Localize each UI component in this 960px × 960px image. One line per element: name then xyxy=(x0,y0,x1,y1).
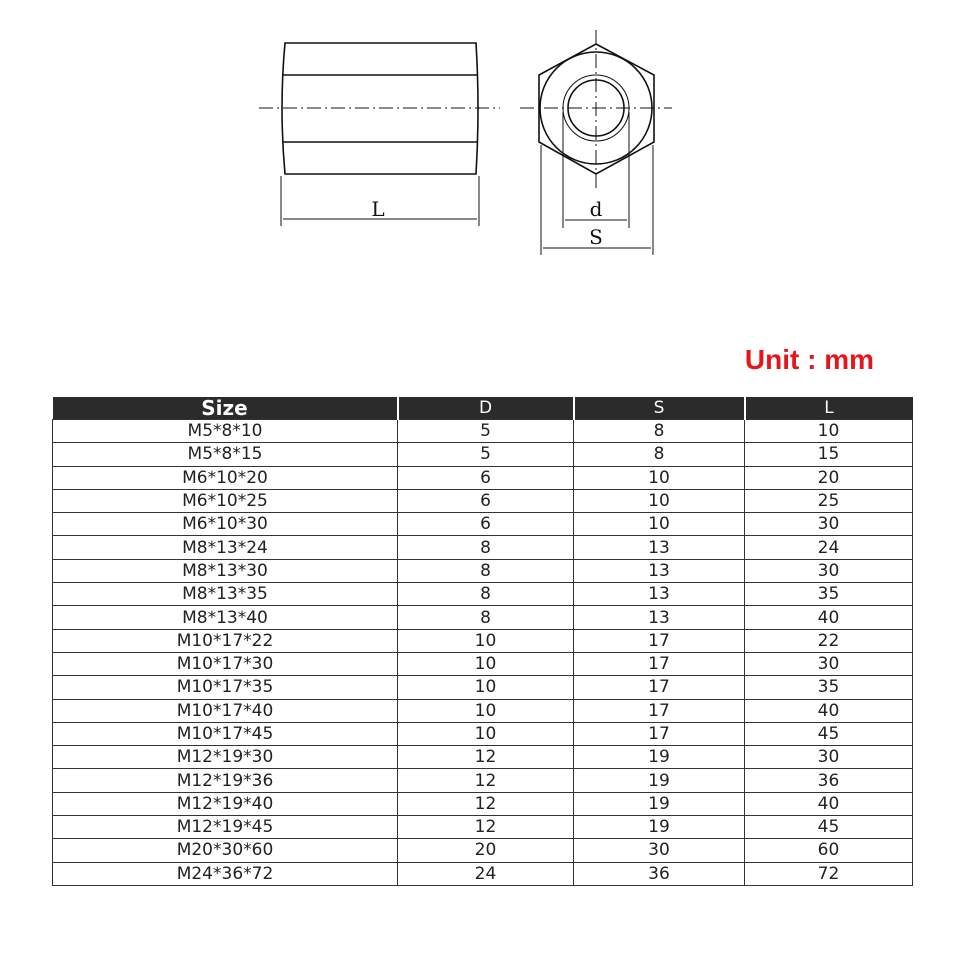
hex-coupling-nut-drawing xyxy=(0,0,960,300)
table-cell: 17 xyxy=(574,699,745,722)
table-cell: 36 xyxy=(745,769,913,792)
table-row xyxy=(53,746,913,769)
front-view xyxy=(520,30,672,255)
table-cell: 8 xyxy=(398,583,574,606)
table-cell: M12*19*40 xyxy=(53,792,398,815)
table-cell: 17 xyxy=(574,722,745,745)
table-cell: 8 xyxy=(574,420,745,443)
table-cell: 12 xyxy=(398,816,574,839)
table-cell: 60 xyxy=(745,839,913,862)
table-cell: 35 xyxy=(745,583,913,606)
table-row xyxy=(53,466,913,489)
table-row xyxy=(53,629,913,652)
table-cell: M24*36*72 xyxy=(53,862,398,885)
table-cell: M10*17*30 xyxy=(53,652,398,675)
table-cell: 30 xyxy=(745,513,913,536)
column-header: S xyxy=(574,397,745,420)
table-cell: M10*17*40 xyxy=(53,699,398,722)
table-cell: 30 xyxy=(745,559,913,582)
table-cell: 8 xyxy=(398,559,574,582)
table-cell: 5 xyxy=(398,443,574,466)
table-row xyxy=(53,559,913,582)
table-cell: 10 xyxy=(398,652,574,675)
table-cell: 40 xyxy=(745,792,913,815)
table-cell: 5 xyxy=(398,420,574,443)
table-cell: 12 xyxy=(398,746,574,769)
table-cell: 20 xyxy=(745,466,913,489)
size-table xyxy=(52,397,913,886)
table-row xyxy=(53,536,913,559)
table-cell: 12 xyxy=(398,769,574,792)
column-header: Size xyxy=(53,397,398,420)
table-cell: M10*17*35 xyxy=(53,676,398,699)
table-cell: 17 xyxy=(574,676,745,699)
table-cell: 10 xyxy=(398,629,574,652)
table-cell: M5*8*10 xyxy=(53,420,398,443)
table-cell: M5*8*15 xyxy=(53,443,398,466)
table-cell: 19 xyxy=(574,769,745,792)
table-cell: 17 xyxy=(574,652,745,675)
table-row xyxy=(53,699,913,722)
table-cell: M8*13*30 xyxy=(53,559,398,582)
table-cell: 17 xyxy=(574,629,745,652)
table-cell: 24 xyxy=(398,862,574,885)
table-header xyxy=(53,397,913,420)
table-cell: 25 xyxy=(745,489,913,512)
table-cell: 13 xyxy=(574,536,745,559)
table-cell: 45 xyxy=(745,722,913,745)
unit-label: Unit : mm xyxy=(744,344,874,375)
table-cell: M8*13*24 xyxy=(53,536,398,559)
table-cell: 6 xyxy=(398,513,574,536)
table-cell: 40 xyxy=(745,699,913,722)
table-cell: M6*10*25 xyxy=(53,489,398,512)
table-cell: 12 xyxy=(398,792,574,815)
table-cell: 19 xyxy=(574,792,745,815)
table-row xyxy=(53,420,913,443)
table-cell: M6*10*20 xyxy=(53,466,398,489)
table-row xyxy=(53,839,913,862)
table-cell: 36 xyxy=(574,862,745,885)
table-cell: 10 xyxy=(574,513,745,536)
table-cell: 30 xyxy=(745,746,913,769)
table-cell: 30 xyxy=(745,652,913,675)
table-cell: 72 xyxy=(745,862,913,885)
table-row xyxy=(53,489,913,512)
table-cell: 20 xyxy=(398,839,574,862)
table-row xyxy=(53,513,913,536)
column-header: D xyxy=(398,397,574,420)
table-cell: 13 xyxy=(574,583,745,606)
table-cell: M12*19*30 xyxy=(53,746,398,769)
column-header: L xyxy=(745,397,913,420)
table-cell: M8*13*40 xyxy=(53,606,398,629)
table-cell: 8 xyxy=(574,443,745,466)
table-cell: 30 xyxy=(574,839,745,862)
width-label: S xyxy=(589,225,603,249)
table-cell: 8 xyxy=(398,606,574,629)
table-cell: 22 xyxy=(745,629,913,652)
thread-label: d xyxy=(589,197,603,221)
table-cell: M6*10*30 xyxy=(53,513,398,536)
table-cell: 10 xyxy=(574,466,745,489)
table-cell: 10 xyxy=(745,420,913,443)
table-row xyxy=(53,792,913,815)
table-row xyxy=(53,722,913,745)
table-cell: 45 xyxy=(745,816,913,839)
table-cell: 40 xyxy=(745,606,913,629)
table-cell: M12*19*45 xyxy=(53,816,398,839)
table-cell: 10 xyxy=(398,676,574,699)
table-cell: 19 xyxy=(574,816,745,839)
table-row xyxy=(53,816,913,839)
table-row xyxy=(53,443,913,466)
table-row xyxy=(53,652,913,675)
table-cell: 10 xyxy=(398,699,574,722)
table-cell: 19 xyxy=(574,746,745,769)
table-row xyxy=(53,583,913,606)
table-cell: M20*30*60 xyxy=(53,839,398,862)
table-cell: 15 xyxy=(745,443,913,466)
table-cell: 6 xyxy=(398,489,574,512)
table-cell: 6 xyxy=(398,466,574,489)
table-cell: M12*19*36 xyxy=(53,769,398,792)
table-cell: 35 xyxy=(745,676,913,699)
table-cell: 8 xyxy=(398,536,574,559)
table-row xyxy=(53,769,913,792)
table-cell: 13 xyxy=(574,606,745,629)
table-cell: 13 xyxy=(574,559,745,582)
table-cell: M10*17*22 xyxy=(53,629,398,652)
table-cell: 24 xyxy=(745,536,913,559)
table-cell: M8*13*35 xyxy=(53,583,398,606)
table-cell: 10 xyxy=(574,489,745,512)
table-row xyxy=(53,676,913,699)
table-cell: 10 xyxy=(398,722,574,745)
table-row xyxy=(53,862,913,885)
table-cell: M10*17*45 xyxy=(53,722,398,745)
table-row xyxy=(53,606,913,629)
length-label: L xyxy=(371,197,385,221)
